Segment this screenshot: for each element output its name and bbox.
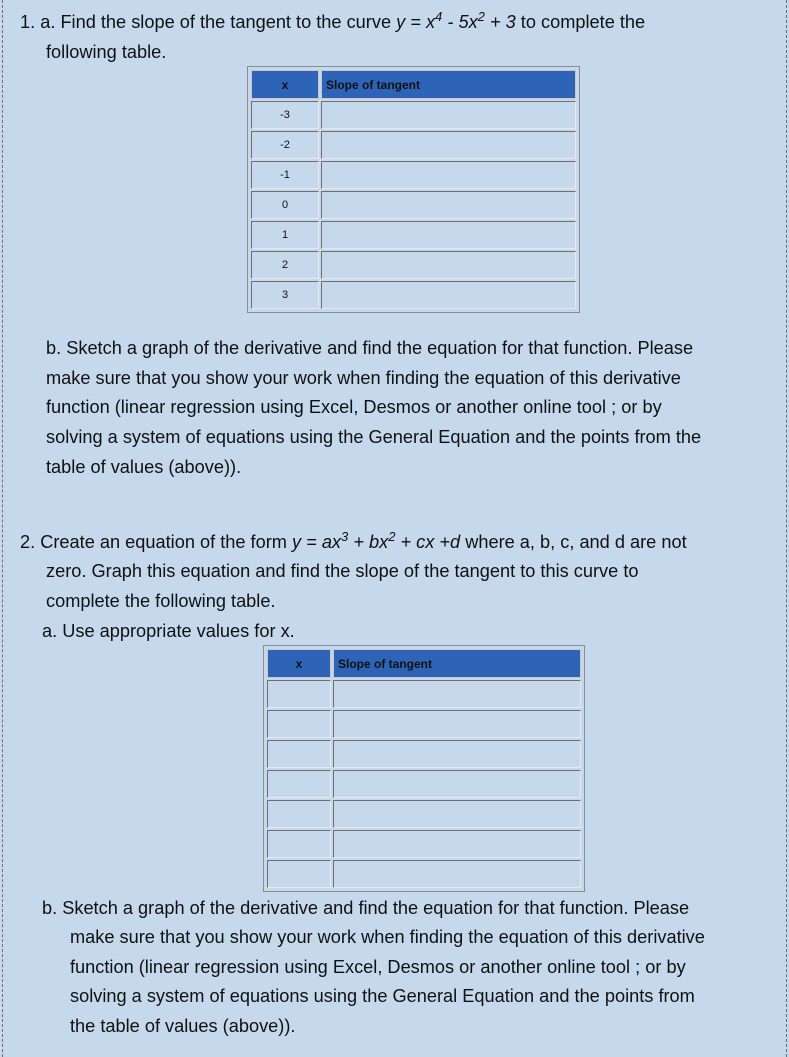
- x-cell[interactable]: [267, 830, 331, 858]
- table-row: [251, 191, 576, 219]
- q1-equation: $y = x^4 - 5x^2 + 3$: [396, 9, 516, 32]
- slope-cell[interactable]: [333, 680, 581, 708]
- slope-cell[interactable]: [321, 161, 576, 189]
- q1-col-slope: Slope of tangent: [321, 70, 576, 99]
- slope-cell[interactable]: [333, 710, 581, 738]
- x-cell[interactable]: [267, 770, 331, 798]
- table-row: [267, 800, 581, 828]
- x-cell[interactable]: [267, 740, 331, 768]
- slope-cell[interactable]: [333, 740, 581, 768]
- q1-col-x: x: [251, 70, 319, 99]
- table-row: [251, 131, 576, 159]
- x-cell: -2: [251, 131, 319, 159]
- slope-cell[interactable]: [321, 131, 576, 159]
- slope-cell[interactable]: [321, 281, 576, 309]
- table-row: [267, 770, 581, 798]
- q2-col-x: x: [267, 649, 331, 678]
- slope-cell[interactable]: [321, 191, 576, 219]
- table-row: [267, 710, 581, 738]
- q1-table: [247, 66, 580, 313]
- q2-col-slope: Slope of tangent: [333, 649, 581, 678]
- q2-prompt-line3: complete the following table.: [46, 591, 276, 611]
- table-row: [251, 221, 576, 249]
- x-cell[interactable]: [267, 860, 331, 888]
- q2-part-a: a. Use appropriate values for x.: [42, 621, 295, 641]
- slope-cell[interactable]: [333, 860, 581, 888]
- x-cell: 2: [251, 251, 319, 279]
- table-row: [267, 860, 581, 888]
- q2-table: [263, 645, 585, 892]
- slope-cell[interactable]: [333, 800, 581, 828]
- slope-cell[interactable]: [321, 221, 576, 249]
- q1-prompt: 1. a. Find the slope of the tangent to the curve $y = x^4 - 5x^2 + 3$ to complete the: [20, 9, 646, 32]
- q2-equation: $y = ax^3 + bx^2$ + cx +d: [291, 529, 461, 552]
- table-row: [251, 161, 576, 189]
- right-border: [786, 0, 787, 1057]
- x-cell[interactable]: [267, 680, 331, 708]
- slope-cell[interactable]: [321, 101, 576, 129]
- x-cell: -1: [251, 161, 319, 189]
- x-cell: 1: [251, 221, 319, 249]
- x-cell: 3: [251, 281, 319, 309]
- table-row: [251, 281, 576, 309]
- table-row: [267, 740, 581, 768]
- x-cell[interactable]: [267, 800, 331, 828]
- x-cell[interactable]: [267, 710, 331, 738]
- slope-cell[interactable]: [333, 770, 581, 798]
- table-row: [251, 101, 576, 129]
- left-border: [2, 0, 3, 1057]
- slope-cell[interactable]: [333, 830, 581, 858]
- q1-prompt-line2: following table.: [46, 42, 167, 62]
- slope-cell[interactable]: [321, 251, 576, 279]
- table-row: [267, 830, 581, 858]
- x-cell: -3: [251, 101, 319, 129]
- q2-prompt: 2. Create an equation of the form $y = ax^3 + bx^2$ + cx +d where a, b, c, and d are not: [20, 529, 687, 552]
- table-row: [251, 251, 576, 279]
- table-row: [267, 680, 581, 708]
- x-cell: 0: [251, 191, 319, 219]
- q2-prompt-line2: zero. Graph this equation and find the slope of the tangent to this curve to: [46, 561, 639, 581]
